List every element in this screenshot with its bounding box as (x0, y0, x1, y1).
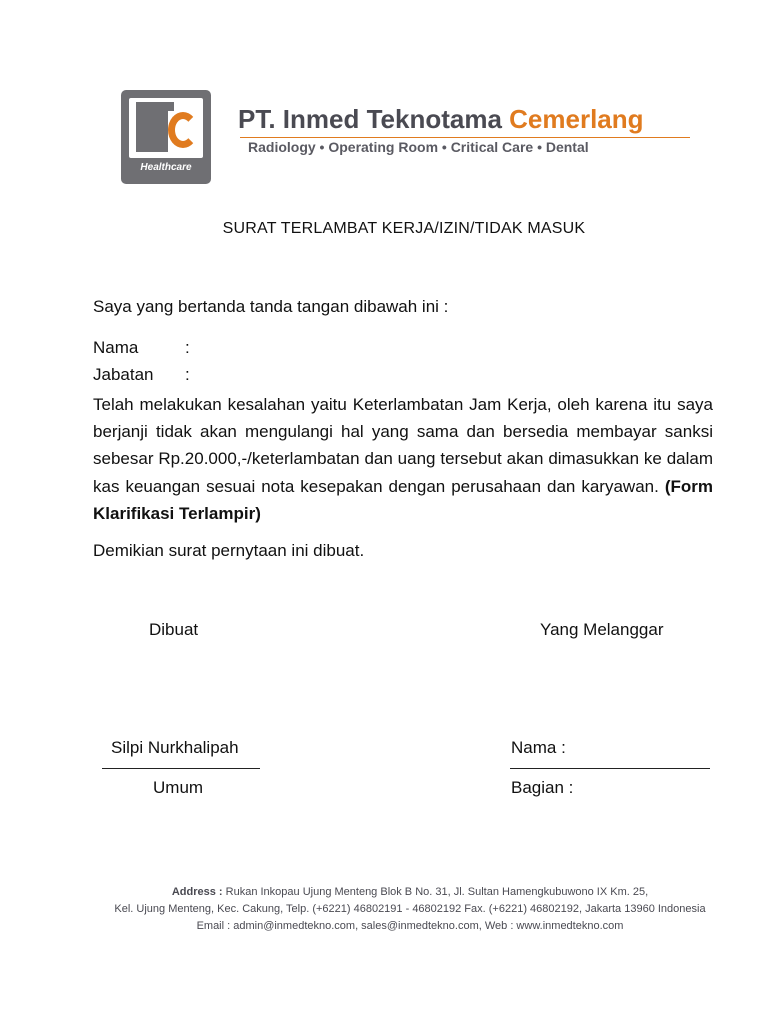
company-logo (121, 90, 211, 184)
statement-text: Telah melakukan kesalahan yaitu Keterlambatan Jam Kerja, oleh karena itu saya berjanji tidak akan mengulangi hal yang sama dan bersedia membayar sanksi sebesar Rp.20.000,-/keterlambatan dan uang tersebut akan dimasukkan ke dalam kas keuangan sesuai nota kesepakan dengan perusahaan dan karyawan. (93, 395, 713, 496)
footer-address-block (80, 884, 740, 935)
signature-left-role: Umum (153, 778, 204, 797)
footer-contact-line: Email : admin@inmedtekno.com, sales@inmedtekno.com, Web : www.inmedtekno.com (196, 920, 624, 932)
company-tagline: Radiology • Operating Room • Critical Care • Dental (248, 139, 589, 155)
statement-attachment-note: (Form Klarifikasi Terlampir) (93, 476, 713, 523)
letterhead-divider (240, 137, 690, 138)
signature-right-role-label: Bagian : (511, 778, 574, 797)
company-name: PT. Inmed Teknotama Cemerlang (238, 104, 644, 134)
document-title: SURAT TERLAMBAT KERJA/IZIN/TIDAK MASUK (222, 220, 586, 237)
footer-address-label: Address : (171, 886, 223, 898)
logo-mark (129, 98, 203, 158)
signature-right-heading: Yang Melanggar (540, 620, 664, 639)
signature-left-name: Silpi Nurkhalipah (111, 738, 239, 757)
signature-left-line (102, 768, 260, 769)
signature-right-line (510, 768, 710, 769)
nama-colon: : (185, 338, 190, 357)
logo-subtext: Healthcare (140, 162, 192, 173)
statement-paragraph (93, 391, 713, 527)
footer-address-line1: Rukan Inkopau Ujung Menteng Blok B No. 31, Jl. Sultan Hamengkubuwono IX Km. 25, (225, 886, 649, 898)
signature-left-heading: Dibuat (149, 620, 199, 639)
signature-right-name-label: Nama : (511, 738, 566, 757)
nama-label: Nama (93, 338, 139, 357)
closing-text: Demikian surat pernytaan ini dibuat. (93, 541, 365, 560)
jabatan-colon: : (185, 365, 190, 384)
footer-address-line2: Kel. Ujung Menteng, Kec. Cakung, Telp. (+6221) 46802191 - 46802192 Fax. (+6221) 46802192, Jakarta 13960 Indonesia (114, 903, 706, 915)
intro-text: Saya yang bertanda tanda tangan dibawah ini : (93, 297, 449, 316)
jabatan-label: Jabatan (93, 365, 154, 384)
